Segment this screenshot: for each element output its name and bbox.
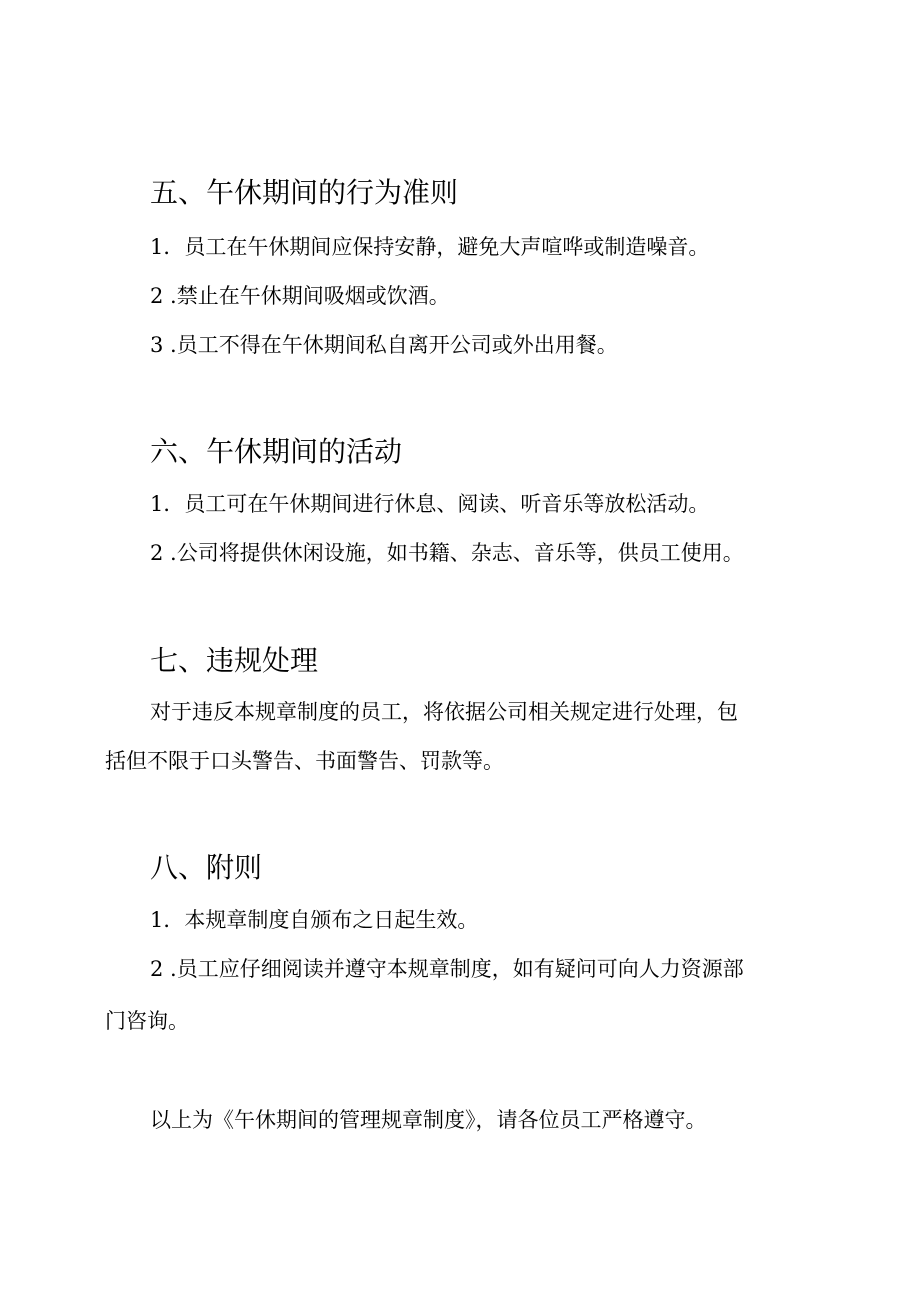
section-heading-six: 六、午休期间的活动 [150, 435, 403, 468]
list-item: 2 .员工应仔细阅读并遵守本规章制度，如有疑问可向人力资源部 [150, 957, 744, 981]
list-item: 3 .员工不得在午休期间私自离开公司或外出用餐。 [150, 333, 618, 357]
section-heading-five: 五、午休期间的行为准则 [150, 176, 459, 209]
closing-statement: 以上为《午休期间的管理规章制度》，请各位员工严格遵守。 [150, 1108, 707, 1132]
paragraph-line: 括但不限于口头警告、书面警告、罚款等。 [105, 749, 504, 773]
list-item-continuation: 门咨询。 [105, 1009, 189, 1033]
list-item: 1．员工在午休期间应保持安静，避免大声喧哗或制造噪音。 [150, 235, 710, 259]
list-item: 2 .禁止在午休期间吸烟或饮酒。 [150, 284, 450, 308]
section-heading-seven: 七、违规处理 [150, 644, 319, 677]
list-item: 1．员工可在午休期间进行休息、阅读、听音乐等放松活动。 [150, 492, 710, 516]
list-item: 1．本规章制度自颁布之日起生效。 [150, 908, 479, 932]
list-item: 2 .公司将提供休闲设施，如书籍、杂志、音乐等，供员工使用。 [150, 541, 744, 565]
section-heading-eight: 八、附则 [150, 851, 263, 884]
paragraph-line: 对于违反本规章制度的员工，将依据公司相关规定进行处理，包 [150, 700, 738, 724]
